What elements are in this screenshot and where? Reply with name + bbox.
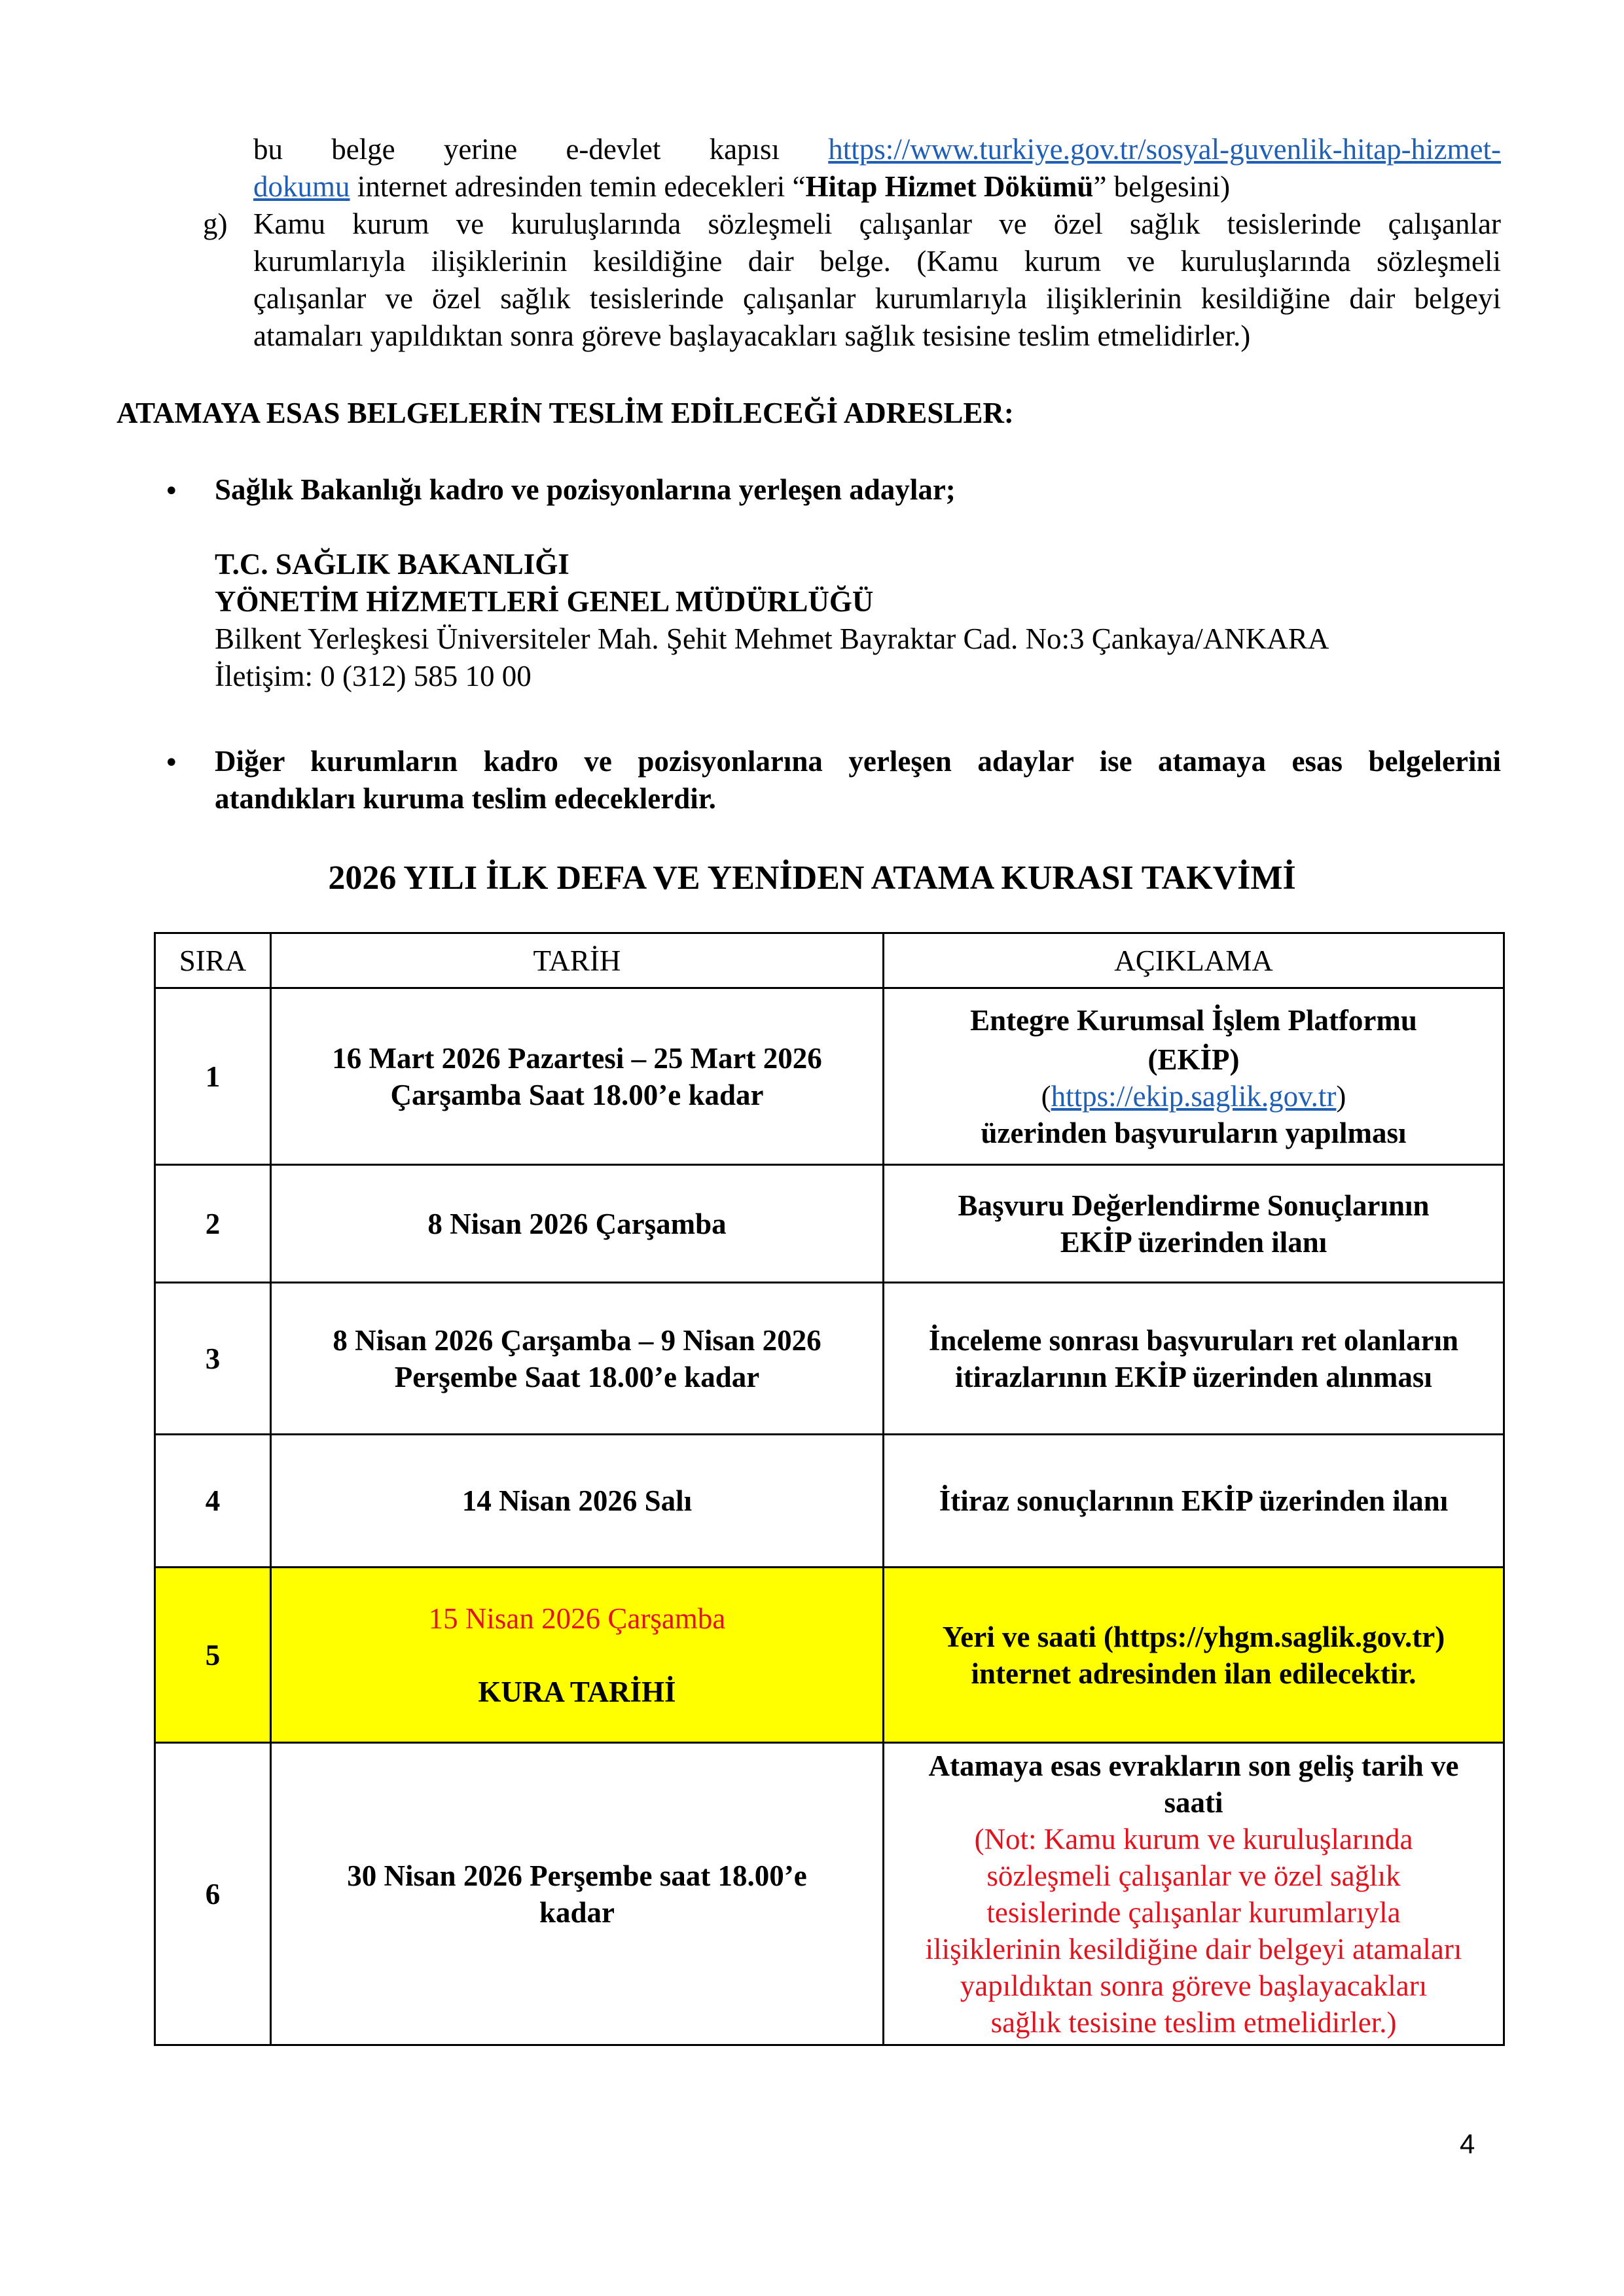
ekip-link-line <box>896 1078 1491 1115</box>
table-row <box>155 988 1504 1165</box>
ministry-name: T.C. SAĞLIK BAKANLIĞI <box>215 548 569 581</box>
paren-open: ( <box>1041 1079 1051 1113</box>
item-g-paragraph <box>253 206 1501 355</box>
intro-line-1-text: bu belge yerine e-devlet kapısı <box>253 133 780 166</box>
header-tarih: TARİH <box>271 933 884 988</box>
row-number: 6 <box>155 1743 271 2045</box>
bullet2-paragraph <box>215 743 1501 817</box>
row-desc-line-2: internet adresinden ilan edilecektir. <box>971 1657 1416 1690</box>
table-row <box>155 1283 1504 1435</box>
row-description <box>884 1568 1504 1743</box>
note-line-1: (Not: Kamu kurum ve kuruluşlarında <box>974 1822 1413 1856</box>
table-row-highlighted <box>155 1568 1504 1743</box>
note-line-4: ilişiklerinin kesildiğine dair belgeyi atamaları <box>925 1932 1462 1965</box>
table-header-row <box>155 933 1504 988</box>
table-row <box>155 1743 1504 2045</box>
item-g-marker: g) <box>203 207 228 240</box>
row-desc-line-1: Yeri ve saati (https://yhgm.saglik.gov.tr) <box>942 1620 1445 1653</box>
row-desc-line-2: (EKİP) <box>1147 1043 1240 1076</box>
header-aciklama: AÇIKLAMA <box>884 933 1504 988</box>
intro-line-2 <box>253 168 1501 206</box>
note-line-3: tesislerinde çalışanlar kurumlarıyla <box>986 1895 1401 1929</box>
row-desc-line-2: itirazlarının EKİP üzerinden alınması <box>955 1360 1432 1393</box>
page-number: 4 <box>1460 2128 1475 2159</box>
bullet2-line-2: atandıkları kuruma teslim edeceklerdir. <box>215 782 716 815</box>
row-date <box>271 1568 884 1743</box>
row-number: 5 <box>155 1568 271 1743</box>
row-desc-line-1: İtiraz sonuçlarının EKİP üzerinden ilanı <box>939 1484 1449 1517</box>
row-description <box>884 1435 1504 1568</box>
item-g-line-3: çalışanlar ve özel sağlık tesislerinde çalışanlar kurumlarıyla ilişiklerinin kesildiğine dair belgeyi <box>253 282 1501 315</box>
row-desc-line-3: üzerinden başvuruların yapılması <box>981 1116 1407 1149</box>
header-sira: SIRA <box>155 933 271 988</box>
row-date-line-1: 8 Nisan 2026 Çarşamba <box>427 1207 727 1240</box>
row-description <box>884 988 1504 1165</box>
row-date <box>271 1165 884 1283</box>
ekip-link[interactable]: https://ekip.saglik.gov.tr <box>1051 1079 1337 1113</box>
calendar-title: 2026 YILI İLK DEFA VE YENİDEN ATAMA KURASI TAKVİMİ <box>328 859 1296 897</box>
note-line-6: sağlık tesisine teslim etmelidirler.) <box>990 2005 1397 2039</box>
hitap-link-part2[interactable]: dokumu <box>253 170 350 203</box>
row-date-line-2: Çarşamba Saat 18.00’e kadar <box>390 1078 764 1111</box>
table-row <box>155 1165 1504 1283</box>
hitap-link-part1[interactable]: https://www.turkiye.gov.tr/sosyal-guvenlik-hitap-hizmet- <box>828 133 1501 166</box>
hitap-document-name: Hitap Hizmet Dökümü <box>805 170 1094 203</box>
row-date-line-1: 8 Nisan 2026 Çarşamba – 9 Nisan 2026 <box>333 1323 821 1357</box>
row-date-line-2: kadar <box>539 1895 615 1929</box>
ministry-address: Bilkent Yerleşkesi Üniversiteler Mah. Şehit Mehmet Bayraktar Cad. No:3 Çankaya/ANKARA <box>215 622 1329 655</box>
intro-line-2-text: internet adresinden temin edecekleri “ <box>350 170 806 203</box>
row-desc-line-2: EKİP üzerinden ilanı <box>1060 1225 1327 1259</box>
row-date <box>271 1743 884 2045</box>
paren-close: ) <box>1336 1079 1346 1113</box>
bullet2-line-1: Diğer kurumların kadro ve pozisyonlarına yerleşen adaylar ise atamaya esas belgelerini <box>215 745 1501 778</box>
row-description <box>884 1283 1504 1435</box>
row-date-line-1: 30 Nisan 2026 Perşembe saat 18.00’e <box>347 1859 807 1892</box>
row-number: 4 <box>155 1435 271 1568</box>
row-desc-line-1: Başvuru Değerlendirme Sonuçlarının <box>958 1189 1430 1222</box>
row-number: 3 <box>155 1283 271 1435</box>
row-date <box>271 988 884 1165</box>
row-description <box>884 1165 1504 1283</box>
row-desc-line-1: Atamaya esas evrakların son geliş tarih ve <box>928 1749 1459 1782</box>
table-row <box>155 1435 1504 1568</box>
ministry-address-block <box>215 546 1498 695</box>
ministry-contact: İletişim: 0 (312) 585 10 00 <box>215 660 532 692</box>
row-desc-line-2: saati <box>1164 1785 1223 1819</box>
draw-date: 15 Nisan 2026 Çarşamba <box>428 1602 726 1635</box>
intro-line-1 <box>253 131 1501 168</box>
row-date <box>271 1435 884 1568</box>
item-g-line-2: kurumlarıyla ilişiklerinin kesildiğine dair belge. (Kamu kurum ve kuruluşlarında sözleşmeli <box>253 245 1501 278</box>
item-g-line-1: Kamu kurum ve kuruluşlarında sözleşmeli çalışanlar ve özel sağlık tesislerinde çalışanlar <box>253 207 1501 240</box>
bullet1-text: Sağlık Bakanlığı kadro ve pozisyonlarına yerleşen adaylar; <box>215 473 956 506</box>
note-line-5: yapıldıktan sonra göreve başlayacakları <box>960 1969 1428 2002</box>
intro-paragraph <box>253 131 1501 206</box>
row-date-line-1: 14 Nisan 2026 Salı <box>461 1484 693 1517</box>
row-number: 1 <box>155 988 271 1165</box>
bullet-icon: • <box>164 476 179 507</box>
row-desc-line-1: İnceleme sonrası başvuruları ret olanların <box>928 1323 1459 1357</box>
row-desc-line-1: Entegre Kurumsal İşlem Platformu <box>970 1003 1417 1037</box>
draw-date-label: KURA TARİHİ <box>478 1675 676 1708</box>
row-date-line-1: 16 Mart 2026 Pazartesi – 25 Mart 2026 <box>332 1041 822 1075</box>
addresses-heading: ATAMAYA ESAS BELGELERİN TESLİM EDİLECEĞİ ADRESLER: <box>117 397 1014 429</box>
bullet-icon: • <box>164 748 179 778</box>
row-date-line-2: Perşembe Saat 18.00’e kadar <box>394 1360 760 1393</box>
calendar-table <box>154 932 1505 2046</box>
row-description <box>884 1743 1504 2045</box>
item-g-line-4: atamaları yapıldıktan sonra göreve başlayacakları sağlık tesisine teslim etmelidirler.) <box>253 319 1251 352</box>
intro-line-2-end: ” belgesini) <box>1093 170 1231 203</box>
directorate-name: YÖNETİM HİZMETLERİ GENEL MÜDÜRLÜĞÜ <box>215 585 874 618</box>
row-number: 2 <box>155 1165 271 1283</box>
row-date <box>271 1283 884 1435</box>
note-line-2: sözleşmeli çalışanlar ve özel sağlık <box>986 1859 1401 1892</box>
